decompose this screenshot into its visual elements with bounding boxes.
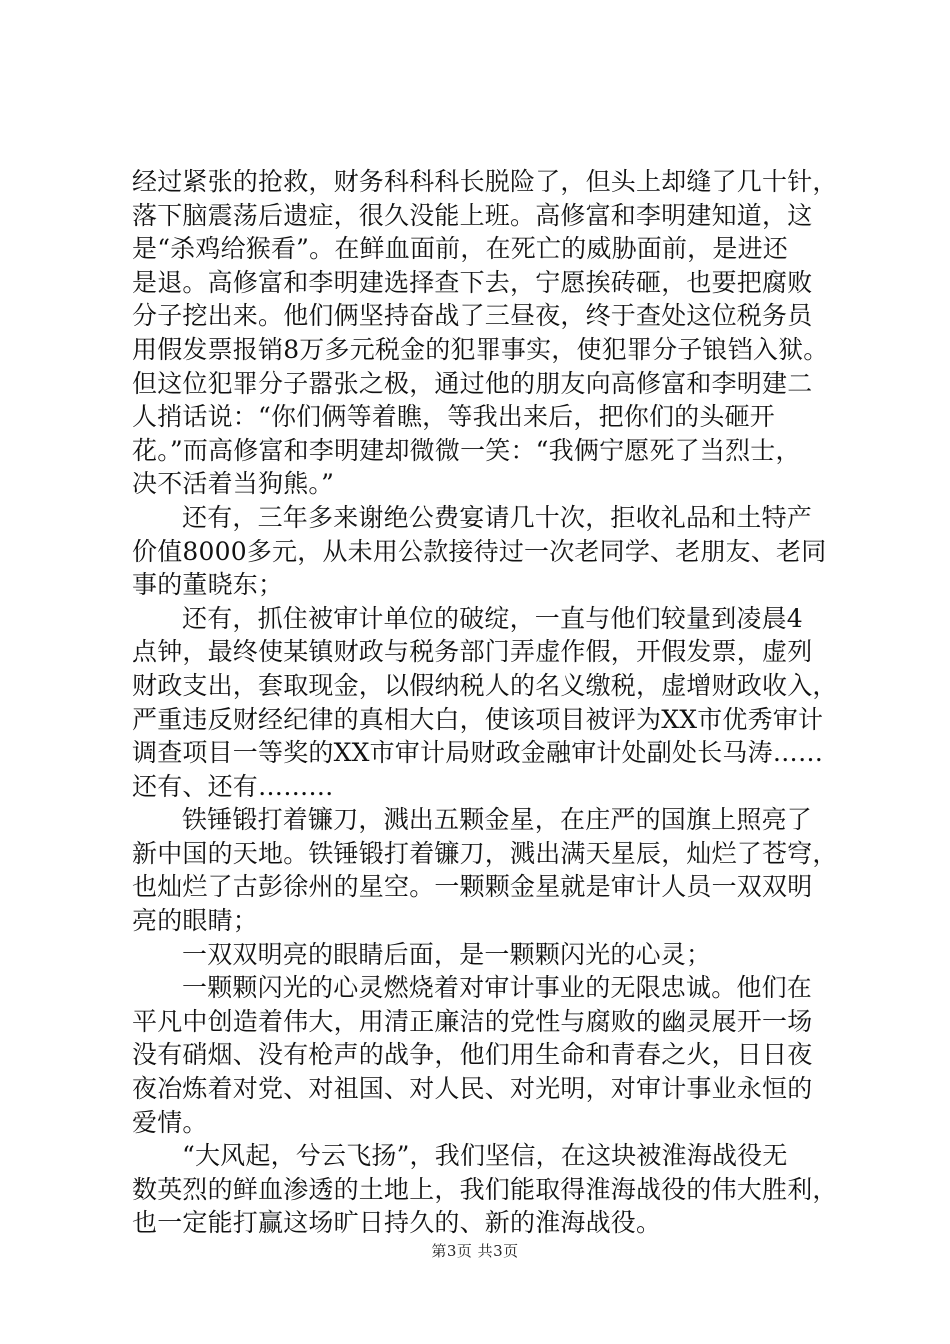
paragraph-first-line: 铁锤锻打着镰刀，溅出五颗金星，在庄严的国旗上照亮了 [182, 805, 813, 835]
text-line: 亮的眼睛； [132, 906, 259, 936]
body-text [132, 165, 838, 1240]
page-footer [0, 1241, 950, 1261]
paragraph-first-line: 还有，三年多来谢绝公费宴请几十次，拒收礼品和土特产 [182, 502, 813, 532]
text-line: 严重违反财经纪律的真相大白，使该项目被评为XX市优秀审计 [132, 704, 824, 734]
text-line: 调查项目一等奖的XX市审计局财政金融审计处副处长马涛…… [132, 738, 824, 768]
text-line: 数英烈的鲜血渗透的土地上，我们能取得淮海战役的伟大胜利， [132, 1174, 838, 1204]
page-number-label: 第3页 共3页 [431, 1242, 519, 1260]
paragraph-first-line: 还有，抓住被审计单位的破绽，一直与他们较量到凌晨4 [182, 603, 803, 633]
text-line: 事的董晓东； [132, 570, 284, 600]
text-line: 用假发票报销8万多元税金的犯罪事实，使犯罪分子锒铛入狱。 [132, 334, 829, 364]
text-line: 没有硝烟、没有枪声的战争，他们用生命和青春之火，日日夜 [132, 1040, 813, 1070]
text-line: 夜冶炼着对党、对祖国、对人民、对光明，对审计事业永恒的 [132, 1074, 813, 1104]
text-line: 落下脑震荡后遗症，很久没能上班。高修富和李明建知道，这 [132, 200, 813, 230]
paragraph-first-line: 一颗颗闪光的心灵燃烧着对审计事业的无限忠诚。他们在 [182, 973, 813, 1003]
text-line: 也一定能打赢这场旷日持久的、新的淮海战役。 [132, 1208, 662, 1238]
text-line: 新中国的天地。铁锤锻打着镰刀，溅出满天星辰，灿烂了苍穹， [132, 838, 838, 868]
text-line: 点钟，最终使某镇财政与税务部门弄虚作假，开假发票，虚列 [132, 637, 813, 667]
text-line: 但这位犯罪分子嚣张之极，通过他的朋友向高修富和李明建二 [132, 368, 813, 398]
text-line: 决不活着当狗熊。” [132, 469, 335, 499]
text-line: 是退。高修富和李明建选择查下去，宁愿挨砖砸，也要把腐败 [132, 267, 813, 297]
text-line: 分子挖出来。他们俩坚持奋战了三昼夜，终于查处这位税务员 [132, 301, 813, 331]
paragraph-first-line: 一双双明亮的眼睛后面，是一颗颗闪光的心灵； [182, 939, 712, 969]
text-line: 花。”而高修富和李明建却微微一笑：“我俩宁愿死了当烈士， [132, 435, 801, 465]
text-line: 价值8000多元，从未用公款接待过一次老同学、老朋友、老同 [132, 536, 827, 566]
text-line: 经过紧张的抢救，财务科科科长脱险了，但头上却缝了几十针， [132, 167, 838, 196]
text-line: 是“杀鸡给猴看”。在鲜血面前，在死亡的威胁面前，是进还 [132, 234, 788, 264]
text-line: 也灿烂了古彭徐州的星空。一颗颗金星就是审计人员一双双明 [132, 872, 813, 902]
text-line: 平凡中创造着伟大，用清正廉洁的党性与腐败的幽灵展开一场 [132, 1006, 813, 1036]
paragraph-first-line: “大风起，兮云飞扬”，我们坚信，在这块被淮海战役无 [182, 1141, 788, 1171]
text-line: 人捎话说：“你们俩等着瞧，等我出来后，把你们的头砸开 [132, 402, 775, 432]
text-line: 爱情。 [132, 1107, 208, 1137]
text-line: 财政支出，套取现金，以假纳税人的名义缴税，虚增财政收入， [132, 670, 838, 700]
text-line: 还有、还有……… [132, 771, 334, 801]
